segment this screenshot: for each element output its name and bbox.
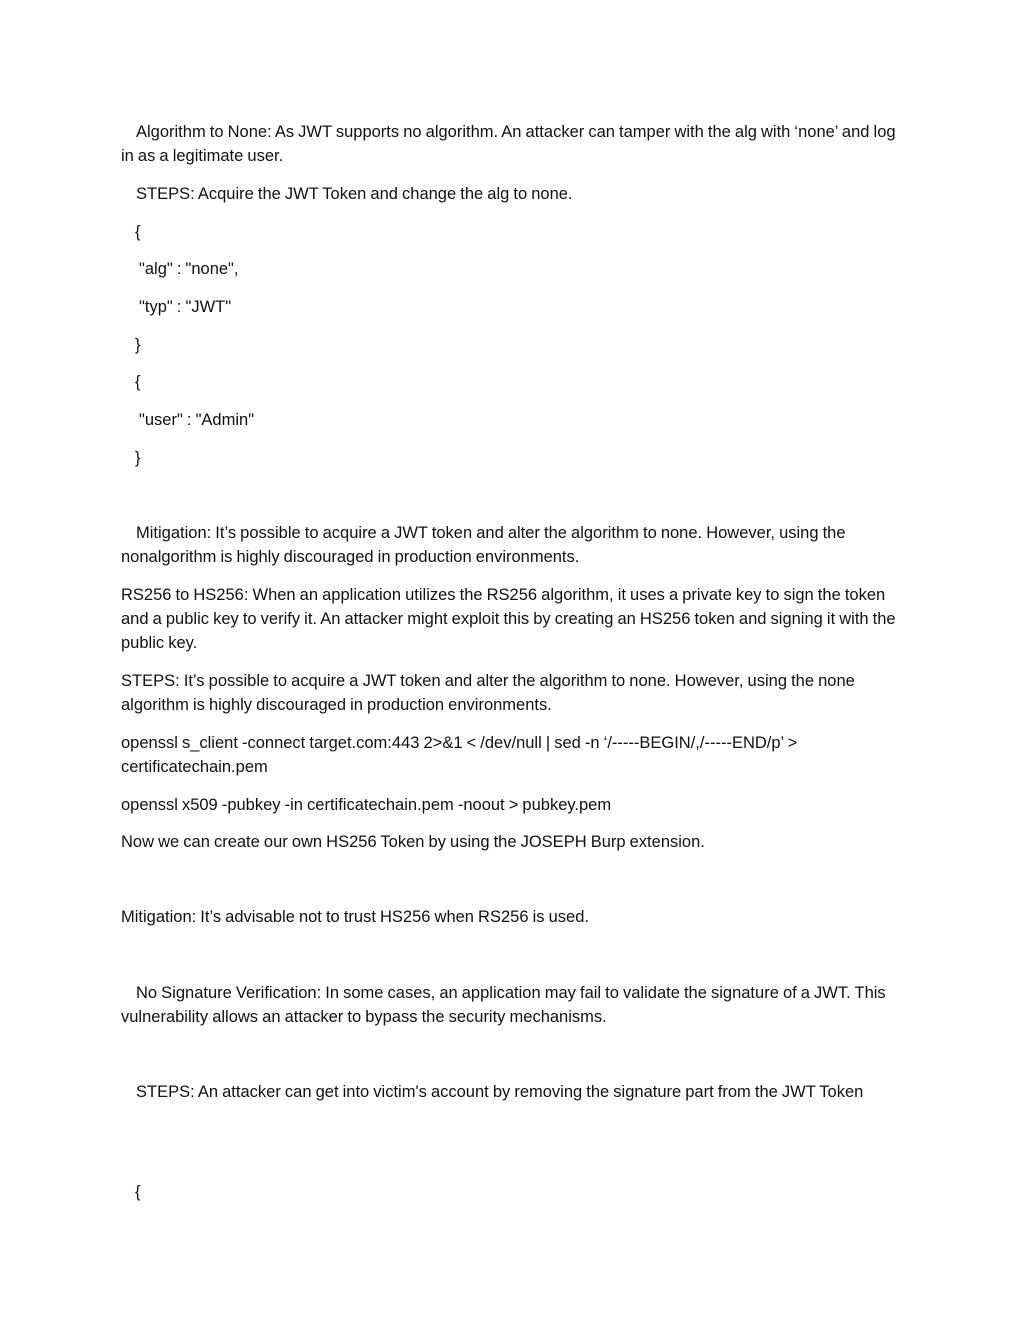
code-line: {: [135, 373, 141, 391]
paragraph-steps-none: STEPS: Acquire the JWT Token and change the alg to none.: [136, 185, 573, 203]
paragraph-mitigation-hs256: Mitigation: It’s advisable not to trust HS256 when RS256 is used.: [121, 908, 589, 926]
paragraph-steps-signature: STEPS: An attacker can get into victim's account by removing the signature part from the JWT Token: [136, 1083, 864, 1101]
paragraph-openssl-sclient: openssl s_client -connect target.com:443 2>&1 < /dev/null | sed -n ‘/-----BEGIN/,/-----END/p’ > certificatechain.pem: [121, 734, 802, 776]
paragraph-steps-rs256: STEPS: It’s possible to acquire a JWT token and alter the algorithm to none. However, using the none algorithm is highly discouraged in production environments.: [121, 672, 859, 714]
paragraph-rs256-hs256: RS256 to HS256: When an application utilizes the RS256 algorithm, it uses a private key to sign the token and a public key to verify it. An attacker might exploit this by creating an HS256 token and signing it with the public key.: [121, 586, 900, 652]
paragraph-no-signature: No Signature Verification: In some cases, an application may fail to validate the signature of a JWT. This vulnerability allows an attacker to bypass the security mechanisms.: [121, 984, 890, 1026]
paragraph-joseph-extension: Now we can create our own HS256 Token by using the JOSEPH Burp extension.: [121, 833, 705, 851]
code-line: {: [135, 223, 141, 241]
paragraph-openssl-x509: openssl x509 -pubkey -in certificatechain.pem -noout > pubkey.pem: [121, 796, 612, 814]
code-line: }: [135, 336, 141, 354]
code-line: "alg" : "none",: [139, 260, 239, 278]
code-line: }: [135, 449, 141, 467]
code-line: "typ" : "JWT": [139, 298, 232, 316]
code-line: {: [135, 1183, 141, 1201]
paragraph-mitigation-none: Mitigation: It’s possible to acquire a JWT token and alter the algorithm to none. However, using the nonalgorithm is highly discouraged in production environments.: [121, 524, 850, 566]
code-line: "user" : "Admin": [139, 411, 255, 429]
paragraph-algorithm-none: Algorithm to None: As JWT supports no algorithm. An attacker can tamper with the alg with ‘none’ and log in as a legitimate user.: [121, 123, 900, 165]
